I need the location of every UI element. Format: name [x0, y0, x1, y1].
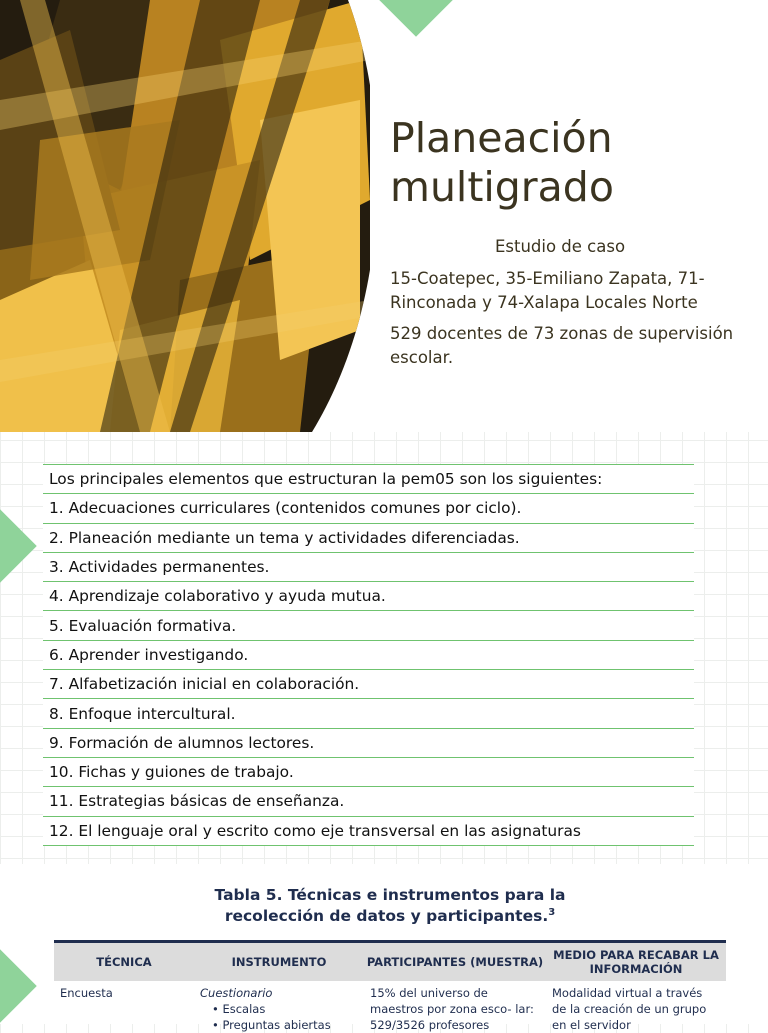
list-item: 8. Enfoque intercultural. — [43, 699, 694, 728]
instrument-type: Cuestionario — [200, 985, 273, 1000]
list-item: 7. Alfabetización inicial en colaboración. — [43, 670, 694, 699]
list-item: 11. Estrategias básicas de enseñanza. — [43, 787, 694, 816]
list-item: 1. Adecuaciones curriculares (contenidos comunes por ciclo). — [43, 494, 694, 523]
title-line-2: multigrado — [390, 163, 614, 211]
table-row — [43, 611, 694, 640]
caption-line-2: recolección de datos y participantes. — [224, 907, 549, 926]
table-row — [43, 787, 694, 816]
green-diamond-accent — [379, 0, 453, 37]
caption-footnote-mark: 3 — [548, 907, 556, 918]
caption-line-1: Tabla 5. Técnicas e instrumentos para la — [214, 886, 566, 904]
header-instrumento: INSTRUMENTO — [194, 942, 364, 981]
instrument-item: • Preguntas abiertas — [200, 1017, 358, 1033]
table-row — [43, 582, 694, 611]
list-item: 9. Formación de alumnos lectores. — [43, 728, 694, 757]
table-header-row — [54, 942, 726, 981]
cover-slide — [0, 0, 768, 432]
header-participantes: PARTICIPANTES (MUESTRA) — [364, 942, 546, 981]
table-row — [43, 523, 694, 552]
list-item: 4. Aprendizaje colaborativo y ayuda mutua. — [43, 582, 694, 611]
locations-text: 15-Coatepec, 35-Emiliano Zapata, 71-Rinconada y 74-Xalapa Locales Norte — [390, 269, 705, 312]
table-row — [43, 699, 694, 728]
elements-intro: Los principales elementos que estructuran la pem05 son los siguientes: — [43, 465, 694, 494]
table5-slide — [0, 864, 768, 1032]
cover-details — [390, 267, 740, 377]
table-caption — [190, 886, 590, 925]
table-row — [54, 981, 726, 1033]
table-row — [43, 728, 694, 757]
presentation-subtitle: Estudio de caso — [494, 237, 626, 256]
header-tecnica: TÉCNICA — [54, 942, 194, 981]
list-item: 5. Evaluación formativa. — [43, 611, 694, 640]
header-medio: MEDIO PARA RECABAR LA INFORMACIÓN — [546, 942, 726, 981]
elements-table — [43, 464, 694, 846]
techniques-table — [54, 940, 726, 1033]
table-row — [43, 757, 694, 786]
table-row — [43, 670, 694, 699]
table-row — [43, 552, 694, 581]
cell-instrumento — [194, 981, 364, 1033]
green-diamond-accent — [0, 949, 37, 1023]
list-item: 3. Actividades permanentes. — [43, 552, 694, 581]
cell-medio: Modalidad virtual a través de la creación de un grupo en el servidor — [552, 985, 707, 1032]
table-row — [43, 816, 694, 845]
cell-tecnica: Encuesta — [60, 985, 113, 1000]
table-row — [43, 640, 694, 669]
title-line-1: Planeación — [390, 114, 613, 162]
green-diamond-accent — [0, 509, 37, 583]
cell-participantes: 15% del universo de maestros por zona esco- lar: 529/3526 profesores — [370, 985, 534, 1032]
list-item: 10. Fichas y guiones de trabajo. — [43, 757, 694, 786]
list-item: 2. Planeación mediante un tema y actividades diferenciadas. — [43, 523, 694, 552]
instrument-item: • Escalas — [200, 1001, 358, 1017]
presentation-title — [390, 114, 750, 212]
elements-slide — [0, 436, 768, 860]
participants-text: 529 docentes de 73 zonas de supervisión escolar. — [390, 324, 734, 367]
list-item: 12. El lenguaje oral y escrito como eje transversal en las asignaturas — [43, 816, 694, 845]
table-row — [43, 465, 694, 494]
table-row — [43, 494, 694, 523]
abstract-gold-artwork — [0, 0, 370, 432]
list-item: 6. Aprender investigando. — [43, 640, 694, 669]
